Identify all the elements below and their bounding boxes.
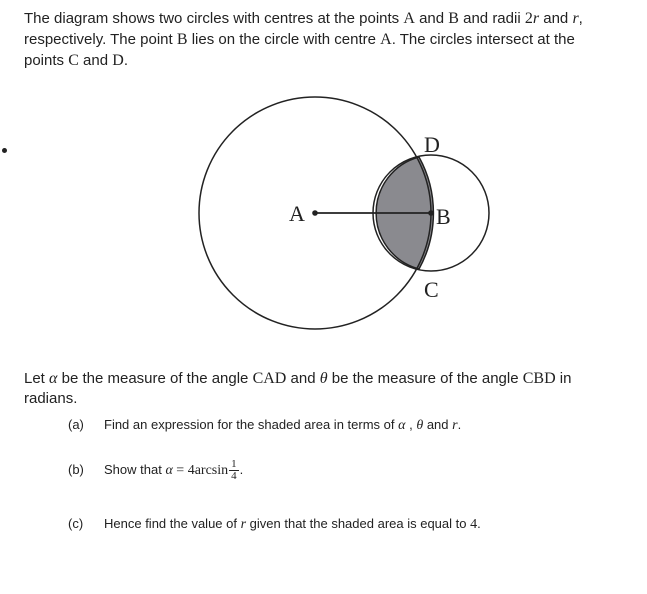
intro-text: lies on the circle with centre [187, 31, 381, 48]
question-text: Let [24, 370, 50, 387]
point-label-b: B [176, 31, 188, 48]
part-a-label: (a) [68, 417, 84, 432]
point-label-a: A [403, 10, 415, 27]
area-value: 4 [470, 517, 478, 532]
diagram-label-b: B [436, 204, 451, 229]
part-b-label: (b) [68, 461, 84, 477]
theta-symbol: θ [319, 370, 328, 387]
question-text: and [286, 370, 320, 387]
theta-symbol: θ [416, 418, 424, 433]
intro-text: , [578, 10, 583, 27]
alpha-symbol: α [49, 370, 58, 387]
arcsin-expression: = 4arcsin [172, 462, 229, 478]
point-label-c: C [68, 52, 79, 69]
intro-text: . [123, 52, 128, 69]
part-c-text: . [477, 516, 481, 531]
question-text: in [555, 370, 572, 387]
diagram-label-d: D [424, 132, 440, 157]
question-paragraph [24, 369, 634, 409]
intro-text: points [24, 52, 69, 69]
intro-text: and [78, 52, 113, 69]
intro-text: and [414, 10, 449, 27]
point-label-b: B [448, 10, 459, 27]
alpha-symbol: α [165, 462, 173, 478]
fraction-one-quarter [229, 459, 239, 482]
part-a-text: , [405, 417, 417, 432]
radius-variable: r [452, 418, 458, 433]
fraction-denominator: 4 [231, 470, 237, 482]
part-a-text: . [457, 417, 462, 432]
center-point-a [312, 210, 318, 216]
part-c-text: given that the shaded area is equal to [246, 516, 471, 531]
part-a [68, 417, 461, 434]
part-c-label: (c) [68, 516, 84, 531]
fraction-numerator: 1 [231, 458, 237, 470]
intro-text: respectively. The point [24, 31, 177, 48]
question-text: be the measure of the angle [327, 370, 523, 387]
intro-text: and radii [458, 10, 525, 27]
diagram-label-c: C [424, 277, 439, 302]
point-label-a: A [380, 31, 392, 48]
radius-variable: r [532, 10, 540, 27]
intro-text: . The circles intersect at the [391, 31, 575, 48]
radius-coefficient: 2 [524, 10, 533, 27]
angle-cad: CAD [252, 370, 287, 387]
part-a-text: and [423, 417, 453, 432]
part-b-text: . [239, 461, 244, 477]
part-c [68, 516, 481, 533]
alpha-symbol: α [398, 418, 406, 433]
question-line-2: radians. [24, 390, 78, 407]
point-label-d: D [112, 52, 124, 69]
intro-text: The diagram shows two circles with centres at the points [24, 10, 404, 27]
center-point-b [428, 210, 434, 216]
intro-text: and [539, 10, 573, 27]
question-text: be the measure of the angle [57, 370, 253, 387]
diagram-label-a: A [289, 201, 305, 226]
question-line-1 [24, 369, 634, 389]
angle-cbd: CBD [522, 370, 556, 387]
part-a-text: Find an expression for the shaded area in terms of [104, 417, 399, 432]
part-b-text: Show that [104, 461, 166, 477]
radius-variable: r [240, 517, 247, 532]
radius-variable: r [572, 10, 579, 27]
part-b [68, 459, 243, 482]
part-c-text: Hence find the value of [104, 516, 241, 531]
